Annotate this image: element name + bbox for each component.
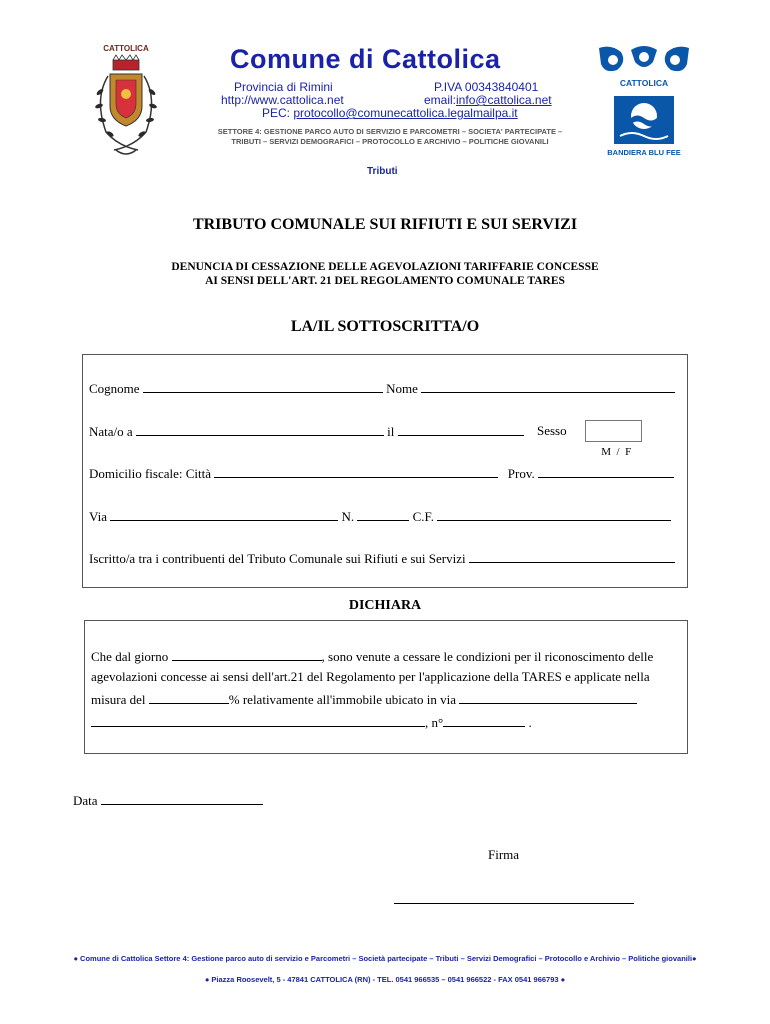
nome-field[interactable] [421, 380, 675, 393]
cf-label: C.F. [412, 509, 435, 524]
row-domicilio [89, 465, 674, 482]
prov-field[interactable] [538, 465, 674, 478]
page-title: Comune di Cattolica [230, 44, 501, 74]
iscritto-label: Iscritto/a tra i contribuenti del Tributo Comunale sui Rifiuti e sui Servizi [89, 551, 466, 566]
decl-line3-end: % relativamente all'immobile ubicato in via [228, 692, 457, 707]
decl-line2: agevolazioni concesse ai sensi dell'art.21 del Regolamento per l'applicazione della TARES e applicate nella [91, 669, 650, 684]
crest-emblem-icon [86, 54, 166, 164]
section-signer-title: LA/IL SOTTOSCRITTA/O [290, 318, 480, 335]
website: http://www.cattolica.net [221, 93, 344, 107]
cattolica-logo-icon [597, 44, 691, 76]
declaration-line-2 [91, 669, 650, 685]
iscritto-field[interactable] [469, 550, 675, 563]
via-label: Via [89, 509, 107, 524]
cognome-field[interactable] [143, 380, 383, 393]
data-field[interactable] [101, 792, 263, 805]
declaration-box [84, 620, 688, 754]
decl-civic-field[interactable] [443, 714, 525, 727]
pec-link[interactable]: protocollo@comunecattolica.legalmailpa.it [293, 106, 518, 120]
declaration-line-1 [91, 648, 653, 665]
decl-line4-end: . [528, 715, 532, 730]
crest-label: CATTOLICA [103, 44, 149, 53]
decl-address-field[interactable] [91, 714, 425, 727]
email-link[interactable]: info@cattolica.net [456, 93, 552, 107]
decl-date-field[interactable] [172, 648, 322, 661]
sesso-label: Sesso [537, 423, 567, 438]
pec-label: PEC: [262, 106, 294, 120]
document-subtitle-2: AI SENSI DELL'ART. 21 DEL REGOLAMENTO COMUNALE TARES [205, 275, 565, 287]
decl-line4-mid: , n° [425, 715, 444, 730]
declaration-line-4 [91, 714, 532, 731]
footer-line-2: ● Piazza Roosevelt, 5 - 47841 CATTOLICA (RN) - TEL. 0541 966535 – 0541 966522 - FAX 0541 966793 ● [204, 975, 566, 984]
declaration-line-3 [91, 691, 637, 708]
cognome-label: Cognome [89, 381, 140, 396]
nato-a-label: Nata/o a [89, 424, 133, 439]
sesso-selector[interactable] [585, 420, 642, 458]
document-subtitle-1: DENUNCIA DI CESSAZIONE DELLE AGEVOLAZIONI TARIFFARIE CONCESSE [171, 261, 599, 273]
province: Provincia di Rimini [234, 80, 333, 94]
piva: P.IVA 00343840401 [434, 80, 539, 94]
document-title: TRIBUTO COMUNALE SUI RIFIUTI E SUI SERVIZI [192, 216, 578, 233]
firma-label: Firma [488, 847, 520, 862]
row-cognome-nome [89, 380, 675, 397]
decl-percent-field[interactable] [149, 691, 229, 704]
firma-field[interactable] [394, 903, 634, 904]
data-row [73, 792, 263, 809]
data-label: Data [73, 793, 98, 808]
crest [86, 40, 166, 165]
email-label: email: [424, 93, 457, 107]
blue-flag-icon [614, 96, 674, 144]
settore-text: SETTORE 4: GESTIONE PARCO AUTO DI SERVIZIO E PARCOMETRI – SOCIETA' PARTECIPATE – TRIBUTI – SERVIZI DEMOGRAFICI – PROTOCOLLO E ARCHIVIO – POLITICHE GIOVANILI [217, 127, 563, 146]
numero-field[interactable] [357, 508, 409, 521]
decl-line1-start: Che dal giorno [91, 649, 169, 664]
email-line [424, 93, 552, 107]
row-nascita [89, 423, 524, 440]
footer-line-1: ● Comune di Cattolica Settore 4: Gestione parco auto di servizio e Parcometri – Società partecipate – Tributi – Servizi Demografici – Protocollo e Archivio – Politiche giovanili● [73, 954, 697, 963]
cf-field[interactable] [437, 508, 671, 521]
via-field[interactable] [110, 508, 338, 521]
cattolica-logo-label: CATTOLICA [619, 78, 669, 88]
decl-via-field[interactable] [459, 691, 637, 704]
prov-label: Prov. [507, 466, 535, 481]
row-iscritto [89, 550, 675, 567]
decl-line3-start: misura del [91, 692, 146, 707]
nome-label: Nome [386, 381, 418, 396]
domicilio-label: Domicilio fiscale: Città [89, 466, 212, 481]
domicilio-field[interactable] [214, 465, 498, 478]
section-declares-title: DICHIARA [348, 598, 422, 613]
sesso-options: M / F [601, 446, 632, 458]
pec-line [262, 106, 518, 120]
blue-flag-label: BANDIERA BLU FEE [607, 148, 681, 157]
row-via [89, 508, 671, 525]
nato-a-field[interactable] [136, 423, 384, 436]
office-label: Tributi [367, 166, 398, 177]
decl-line1-end: , sono venute a cessare le condizioni per il riconoscimento delle [321, 649, 654, 664]
numero-label: N. [341, 509, 355, 524]
data-nascita-field[interactable] [398, 423, 524, 436]
il-label: il [387, 424, 395, 439]
